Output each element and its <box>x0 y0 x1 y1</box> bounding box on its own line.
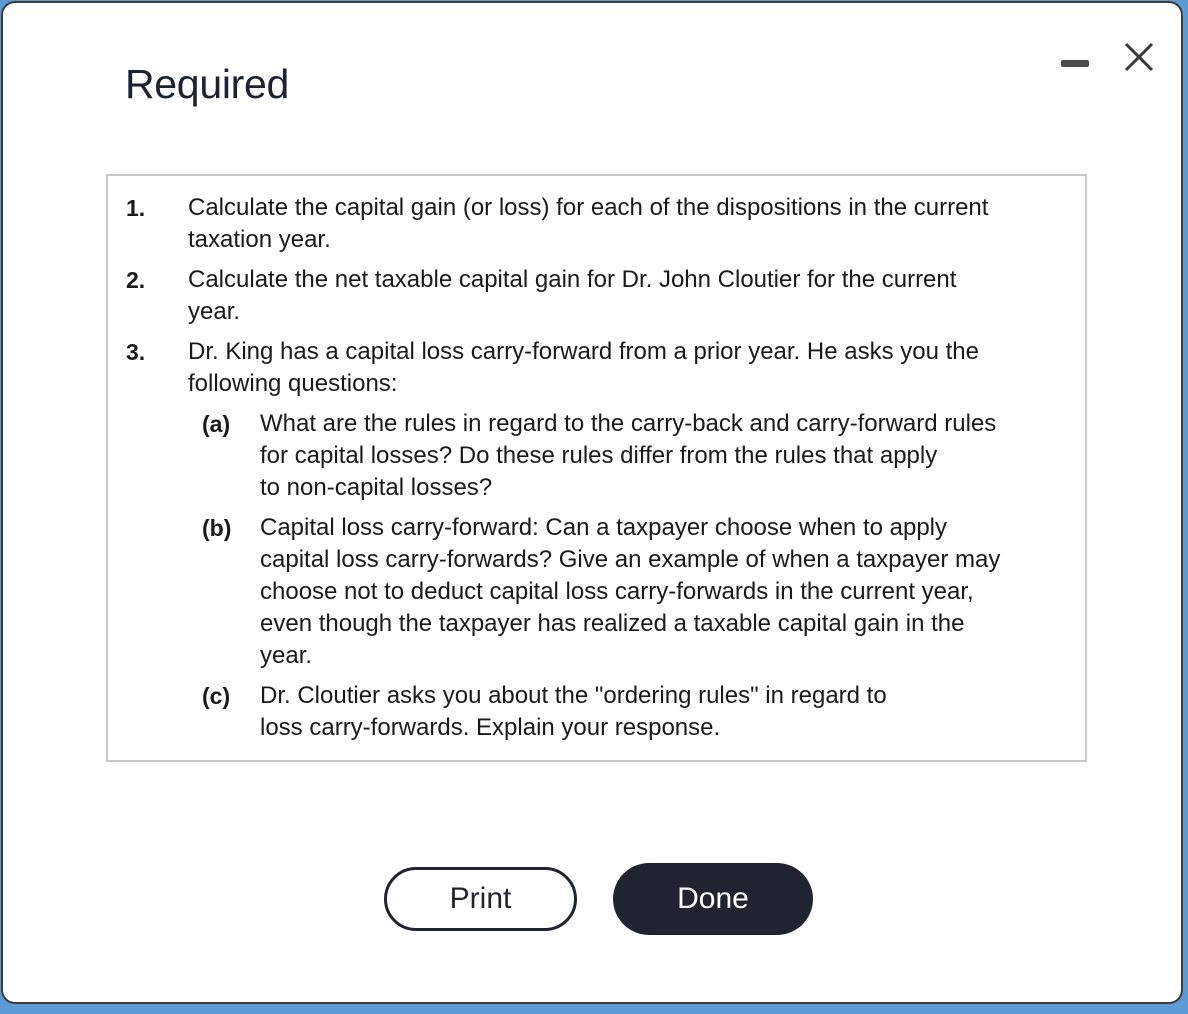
question-number: 3. <box>126 339 146 365</box>
sub-question-text-line: even though the taxpayer has realized a taxable capital gain in the <box>260 610 965 637</box>
question-text-line: following questions: <box>188 370 398 397</box>
required-dialog <box>1 1 1183 1004</box>
question-text-line: taxation year. <box>188 226 331 253</box>
print-button[interactable]: Print <box>384 867 577 931</box>
sub-question-label: (b) <box>202 515 232 541</box>
question-number: 1. <box>126 195 146 221</box>
question-text-line: Calculate the net taxable capital gain for Dr. John Cloutier for the current <box>188 266 957 293</box>
sub-question-text-line: Capital loss carry-forward: Can a taxpayer choose when to apply <box>260 514 947 541</box>
sub-question-label: (c) <box>202 683 231 709</box>
minimize-icon[interactable] <box>1061 57 1091 71</box>
sub-question-text-line: choose not to deduct capital loss carry-forwards in the current year, <box>260 578 974 605</box>
done-button[interactable]: Done <box>613 863 813 935</box>
sub-question-text-line: What are the rules in regard to the carry-back and carry-forward rules <box>260 410 997 437</box>
question-text-line: Dr. King has a capital loss carry-forward from a prior year. He asks you the <box>188 338 979 365</box>
questions-box <box>106 174 1087 762</box>
sub-question-text-line: Dr. Cloutier asks you about the "ordering rules" in regard to <box>260 682 887 709</box>
question-text-line: year. <box>188 298 241 325</box>
sub-question-text-line: loss carry-forwards. Explain your response. <box>260 714 721 741</box>
sub-question-text-line: for capital losses? Do these rules differ from the rules that apply <box>260 442 938 469</box>
sub-question-text-line: capital loss carry-forwards? Give an example of when a taxpayer may <box>260 546 1001 573</box>
question-text-line: Calculate the capital gain (or loss) for each of the dispositions in the current <box>188 194 989 221</box>
sub-question-label: (a) <box>202 411 231 437</box>
sub-question-text-line: to non-capital losses? <box>260 474 493 501</box>
question-number: 2. <box>126 267 146 293</box>
close-icon[interactable] <box>1121 39 1157 75</box>
sub-question-text-line: year. <box>260 642 313 669</box>
dialog-title: Required <box>125 61 289 107</box>
